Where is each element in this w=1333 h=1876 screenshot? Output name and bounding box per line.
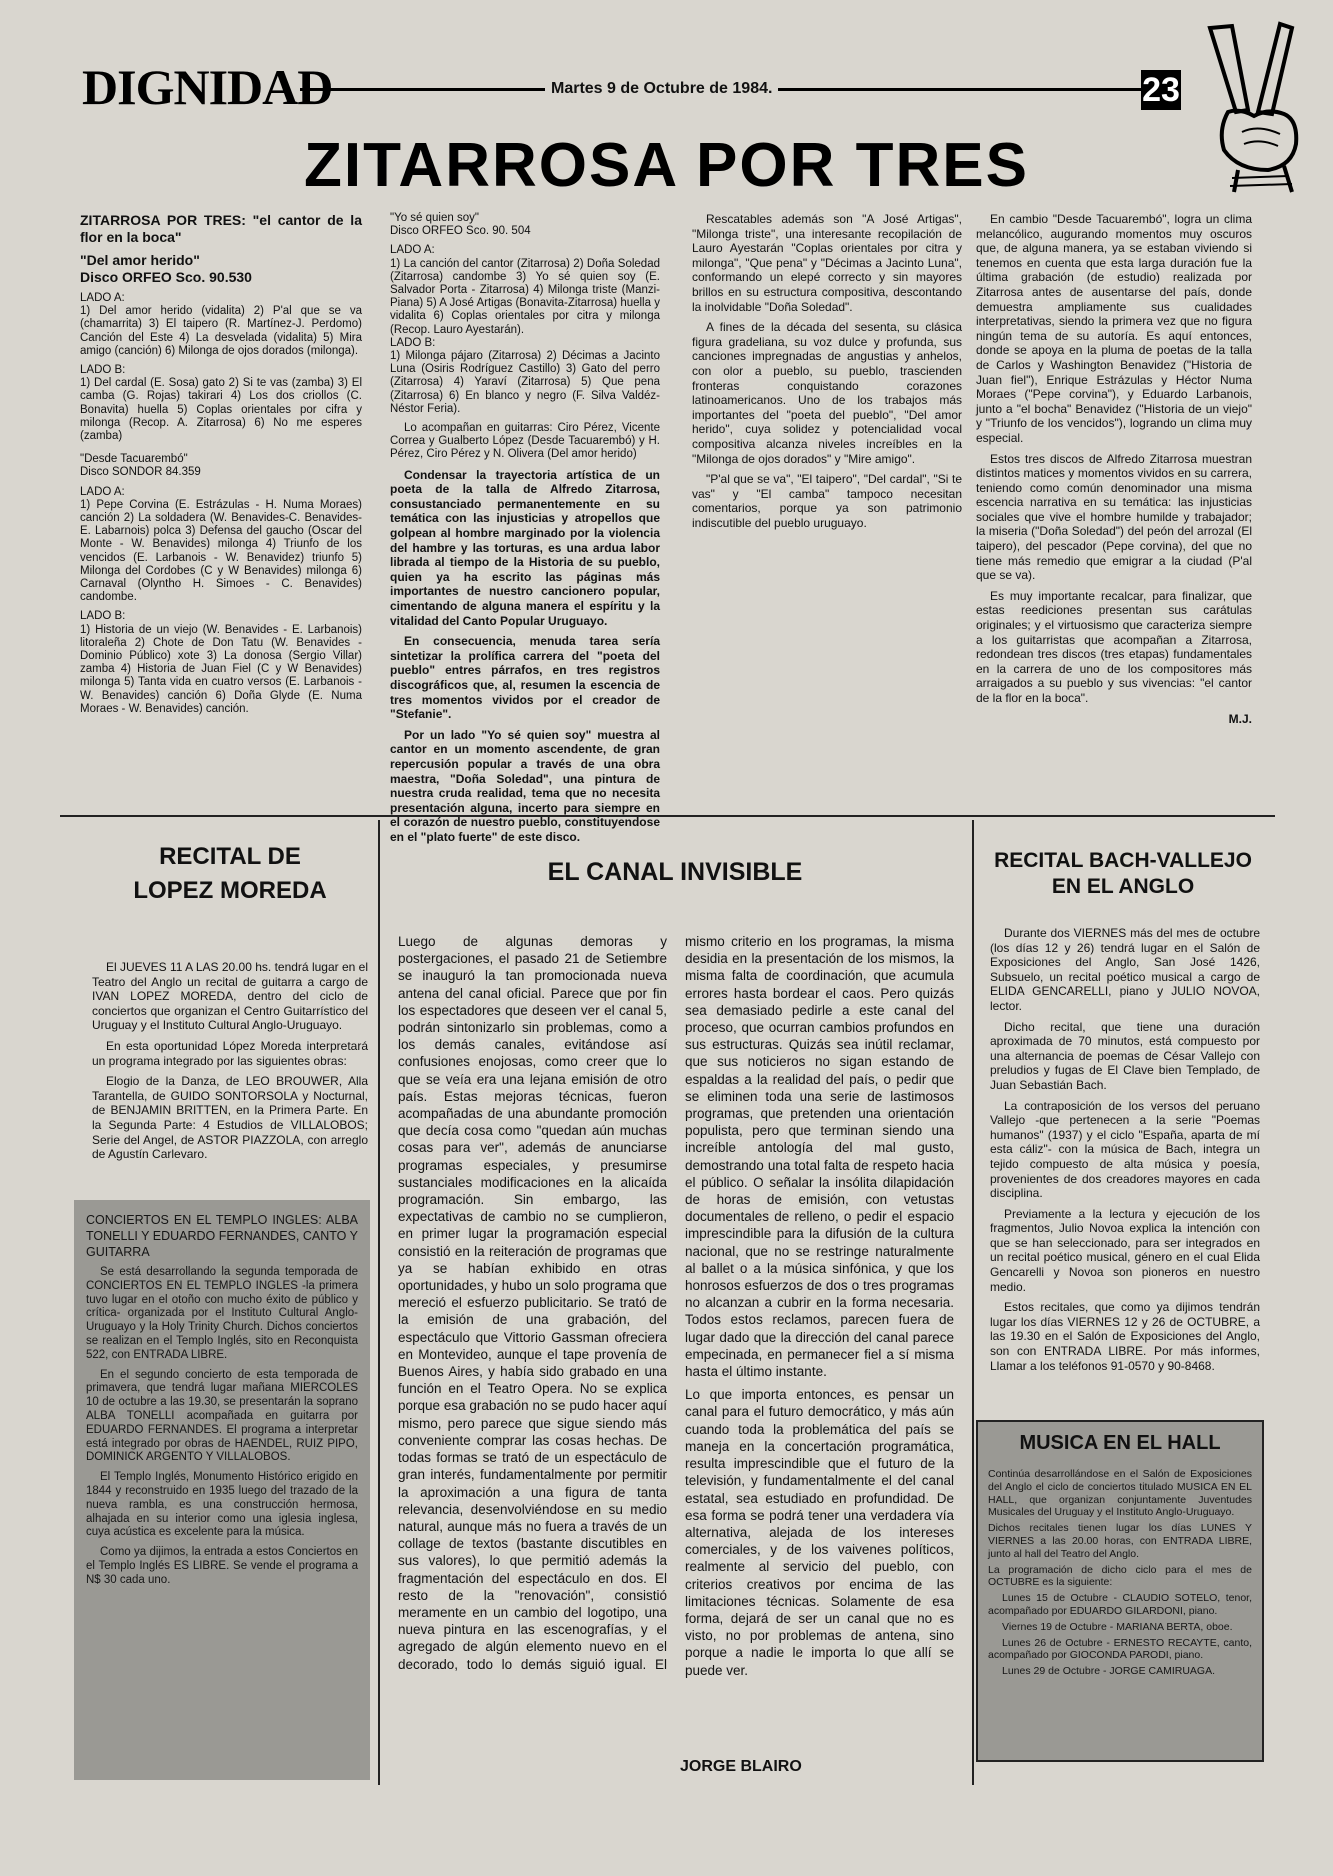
recital-lopez-paragraph-2: En esta oportunidad López Moreda interpretará un programa integrado por las siguientes obras: — [92, 1038, 368, 1068]
album3-side-b-tracks: 1) Milonga pájaro (Zitarrosa) 2) Décimas a Jacinto Luna (Osiris Rodríguez Castillo) 3) Gato del perro (Zitarrosa) 4) Yaraví (Zitarrosa) 5) Que pena (Zitarrosa) 6) En blanco y negro (F. Silva Valdéz-Néstor Feria). — [390, 350, 660, 415]
album2-side-b-tracks: 1) Historia de un viejo (W. Benavides - E. Larbanois) litoraleña 2) Chote de Don Tatu (W. Benavides - Dominio Público) xote 3) La donosa (Sergio Villar) zamba 4) Historia de Juan Fiel (C y W Benavides) milonga 5) Tanta vida en cuatro versos (E. Larbanois - W. Benavides) canción 6) Doña Glyde (E. Numa Moraes - W. Benavides) canción. — [80, 623, 362, 715]
section-divider — [60, 815, 1275, 817]
album1-side-a-label: LADO A: — [80, 292, 125, 304]
album2-side-a-label: LADO A: — [80, 485, 125, 498]
album3-side-b-label: LADO B: — [390, 336, 436, 349]
zitarrosa-paragraph-7: En cambio "Desde Tacuarembó", logra un clima melancólico, augurando momentos muy oscuros que, de alguna manera, ya se estaban viviendo si tenemos en cuenta que esta larga duración fue la última grabación (de estudio) realizada por Zitarrosa antes de ausentarse del país, donde demuestra ampliamente sus cualidades interpretativas, siendo la primera vez que no figura ningún tema de su autoría. Es aquí entonces, donde se apoya en la pluma de poetas de la talla de Carlos y Washington Benavidez ("Historia de Juan fiel"), Enrique Estrázulas y Héctor Numa Moraes ("Pepe corvina"), y Eduardo Larbanois, junto a "el bocha" Benavidez ("Historia de un viejo" y "Triunfo de los vencidos"), logrando un clima muy especial. — [976, 212, 1252, 445]
album2-label: Disco SONDOR 84.359 — [80, 466, 201, 479]
album1-label: Disco ORFEO Sco. 90.530 — [80, 269, 252, 285]
recital-bach-title — [978, 848, 1268, 900]
masthead-date: Martes 9 de Octubre de 1984. — [545, 80, 778, 98]
discography-column-1 — [80, 212, 362, 798]
album2-title: "Desde Tacuarembó" — [80, 453, 188, 466]
album3-side-a-label: LADO A: — [390, 244, 435, 257]
album3-label: Disco ORFEO Sco. 90. 504 — [390, 225, 531, 238]
canal-invisible-body — [398, 933, 954, 1753]
album3-side-a-tracks: 1) La canción del cantor (Zitarrosa) 2) Doña Soledad (Zitarrosa) candombe 3) Yo sé quien soy (E. Salvador Porta - Zitarrosa) 4) Milonga triste (Manzi-Piana) 5) A José Artigas (Bonavita-Zitarrosa) huella y vidalita 6) Coplas orientales por citra y milonga (Recop. Lauro Ayestarán). — [390, 257, 660, 336]
musica-hall-box — [976, 1420, 1264, 1762]
main-headline: ZITARROSA POR TRES — [304, 131, 1029, 200]
canal-invisible-byline: JORGE BLAIRO — [680, 1758, 802, 1775]
conciertos-templo-box — [74, 1200, 370, 1780]
conciertos-templo-paragraph-3: El Templo Inglés, Monumento Histórico erigido en 1844 y reconstruido en 1935 luego del trazado de la nueva rambla, es una construcción hermosa, alhajada en su interior como una iglesia inglesa, cuya acústica es excelente para la música. — [86, 1471, 358, 1539]
column-divider-right — [972, 820, 974, 1785]
zitarrosa-paragraph-6: "P'al que se va", "El taipero", "Del cardal", "Si te vas" y "El camba" tampoco necesitan comentarios, porque ya son patrimonio indiscutible del pueblo uruguayo. — [692, 472, 962, 530]
conciertos-templo-paragraph-1: Se está desarrollando la segunda temporada de CONCIERTOS EN EL TEMPLO INGLES -la primera tuvo lugar en el otoño con mucho éxito de público y crítica- organizada por el Instituto Cultural Anglo-Uruguayo y la Holy Trinity Church. Dichos conciertos se realizan en el Templo Inglés, sito en Reconquista 522, con ENTRADA LIBRE. — [86, 1266, 358, 1361]
recital-lopez-title-line2: LOPEZ MOREDA — [133, 877, 327, 904]
column-divider-left — [378, 820, 380, 1785]
zitarrosa-paragraph-2: En consecuencia, menuda tarea sería sintetizar la prolífica carrera del "poeta del pueblo" entres párrafos, en tres registros discográficos que, al, resumen la escencia de tres momentos vividos por el creador de "Stefanie". — [390, 634, 660, 722]
musica-hall-schedule-1: Lunes 15 de Octubre - CLAUDIO SOTELO, tenor, acompañado por EDUARDO GILARDONI, piano. — [988, 1592, 1252, 1617]
musica-hall-schedule-4: Lunes 29 de Octubre - JORGE CAMIRUAGA. — [1002, 1665, 1215, 1678]
zitarrosa-column-2 — [390, 212, 660, 844]
album2-side-a-tracks: 1) Pepe Corvina (E. Estrázulas - H. Numa Moraes) canción 2) La soldadera (W. Benavides-C. Benavides-E. Labarnois) polca 3) Defensa del gaucho (Oscar del Monte - W. Benavides) milonga 4) Triunfo de los vencidos (E. Larbanois - W. Benavidez) triunfo 5) Milonga del Cordobes (C y W Benavides) milonga 6) Carnaval (Olyntho H. Simoes - C. Benavides) candombe. — [80, 498, 362, 604]
recital-bach-body — [990, 926, 1260, 1426]
conciertos-templo-body — [86, 1212, 358, 1772]
recital-bach-paragraph-5: Estos recitales, que como ya dijimos tendrán lugar los días VIERNES 12 y 26 de OCTUBRE, a las 19.30 en el Salón de Exposiciones del Anglo, son con ENTRADA LIBRE. Por más informes, Llamar a los teléfonos 91-0570 y 90-8468. — [990, 1300, 1260, 1373]
zitarrosa-paragraph-1: Condensar la trayectoria artística de un poeta de la talla de Alfredo Zitarrosa, consustanciado permanentemente en su temática con las injusticias y atropellos que golpean al hombre marginado por la violencia del hambre y las torturas, es una ardua labor librada al tiempo de la Historia de su pueblo, quien ya ha escrito las páginas más importantes de nuestro cancionero popular, cimentando de alguna manera el espíritu y la vitalidad del Canto Popular Uruguayo. — [390, 467, 660, 628]
zitarrosa-column-4 — [976, 212, 1252, 798]
canal-invisible-title: EL CANAL INVISIBLE — [547, 858, 803, 886]
musica-hall-body — [988, 1468, 1252, 1754]
album1-side-b-tracks: 1) Del cardal (E. Sosa) gato 2) Si te vas (zamba) 3) El camba (G. Rojas) takirari 4) Los dos criollos (C. Bonavita) huella 5) Coplas orientales por cifra y milonga (Recop. A. Zitarrosa) 6) No me esperes (zamba) — [80, 377, 362, 443]
album3-musicians: Lo acompañan en guitarras: Ciro Pérez, Vicente Correa y Gualberto López (Desde Tacuarembó) y H. Pérez, Ciro Pérez y N. Olivera (Del amor herido) — [390, 422, 660, 461]
album2-side-b-label: LADO B: — [80, 610, 126, 623]
recital-lopez-title-line1: RECITAL DE — [159, 843, 301, 870]
recital-lopez-paragraph-1: El JUEVES 11 A LAS 20.00 hs. tendrá lugar en el Teatro del Anglo un recital de guitarra a cargo de IVAN LOPEZ MOREDA, dentro del ciclo de conciertos que organizan el Centro Guitarrístico del Uruguay y el Instituto Cultural Anglo-Uruguayo. — [92, 960, 368, 1033]
recital-lopez-paragraph-3: Elogio de la Danza, de LEO BROUWER, Alla Tarantella, de GUIDO SONTORSOLA y Nocturnal, de BENJAMIN BRITTEN, en la Primera Parte. En la Segunda Parte: 4 Estudios de VILLALOBOS; Serie del Angel, de ASTOR PIAZZOLA, con arreglo de Agustín Carlevaro. — [92, 1074, 368, 1162]
conciertos-templo-paragraph-4: Como ya dijimos, la entrada a estos Conciertos en el Templo Inglés ES LIBRE. Se vende el programa a N$ 30 cada uno. — [86, 1546, 358, 1586]
album1-title: "Del amor herido" — [80, 252, 200, 268]
musica-hall-paragraph-1: Continúa desarrollándose en el Salón de Exposiciones del Anglo el ciclo de conciertos titulado MUSICA EN EL HALL, que organizan conjuntamente Juventudes Musicales del Uruguay y el Instituto Anglo-Uruguayo. — [988, 1468, 1252, 1519]
recital-bach-title-line2: EN EL ANGLO — [1051, 875, 1195, 898]
masthead-name: DIGNIDAD — [82, 59, 333, 115]
zitarrosa-paragraph-8: Estos tres discos de Alfredo Zitarrosa muestran distintos matices y momentos vividos en su carrera, teniendo como común denominador una misma escencia narrativa en su temática: las injusticias sociales que vive el hombre humilde y trabajador; la miseria ("Doña Soledad") del peón del arrozal (El taipero), del pescador (Pepe corvina), del que no tiene más remedio que emigrar a la ciudad (P'al que se va). — [976, 451, 1252, 583]
musica-hall-paragraph-2: Dichos recitales tienen lugar los días LUNES Y VIERNES a las 20.00 horas, con ENTRADA LIBRE, junto al hall del Teatro del Anglo. — [988, 1522, 1252, 1560]
recital-bach-title-line1: RECITAL BACH-VALLEJO — [994, 849, 1252, 872]
page-number: 23 — [1142, 71, 1180, 109]
recital-bach-paragraph-3: La contraposición de los versos del peruano Vallejo -que pertenecen a la serie "Poemas humanos" (1937) y el ciclo "España, aparta de mí esta cáliz"- con la música de Bach, integra un tejido compuesto de alta música y poesía, provenientes de dos creadores mayores en cada disciplina. — [990, 1098, 1260, 1201]
musica-hall-paragraph-3: La programación de dicho ciclo para el mes de OCTUBRE es la siguiente: — [988, 1563, 1252, 1589]
recital-bach-paragraph-4: Previamente a la lectura y ejecución de los fragmentos, Julio Novoa explica la intención con que se han seleccionado, para ser integrados en un recital poético musical, género en el cual Elida Gencarelli y Novoa son pioneros en nuestro medio. — [990, 1206, 1260, 1294]
recital-bach-paragraph-1: Durante dos VIERNES más del mes de octubre (los días 12 y 26) tendrá lugar en el Salón de Exposiciones del Anglo, San José 1426, Subsuelo, un recital poético musical a cargo de ELIDA GENCARELLI, piano y JULIO NOVOA, lector. — [990, 926, 1260, 1013]
musica-hall-schedule-3: Lunes 26 de Octubre - ERNESTO RECAYTE, canto, acompañado por GIOCONDA PARODI, piano. — [988, 1636, 1252, 1662]
discography-heading: ZITARROSA POR TRES: "el cantor de la flor en la boca" — [80, 212, 362, 245]
zitarrosa-paragraph-5: A fines de la década del sesenta, su clásica figura gradeliana, su voz dulce y profunda, sus canciones impregnadas de angustias y anhelos, con olor a pueblo, su pueblo, trascienden fronteras conquistando corazones latinoamericanos. Uno de los trabajos más importantes del "poeta del pueblo", "Del amor herido", cuya solidez y potencialidad vocal compositiva alcanza niveles increíbles en la "Milonga de ojos dorados" y "Mire amigo". — [692, 320, 962, 466]
conciertos-templo-title: CONCIERTOS EN EL TEMPLO INGLES: ALBA TONELLI Y EDUARDO FERNANDES, CANTO Y GUITARRA — [86, 1213, 358, 1259]
zitarrosa-paragraph-3: Por un lado "Yo sé quien soy" muestra al cantor en un momento ascendente, de gran repercusión popular a través de una obra maestra, "Doña Soledad", una pintura de nuestra cruda realidad, tema que no necesita presentación alguna, incerto para siempre en el corazón de nuestro pueblo, constituyendose en el "plato fuerte" de este disco. — [390, 727, 660, 844]
musica-hall-schedule-2: Viernes 19 de Octubre - MARIANA BERTA, oboe. — [1002, 1620, 1233, 1633]
recital-lopez-body — [92, 960, 368, 1185]
zitarrosa-initials: M.J. — [1228, 711, 1252, 726]
zitarrosa-column-3 — [692, 212, 962, 798]
musica-hall-title: MUSICA EN EL HALL — [1019, 1432, 1221, 1454]
recital-lopez-title — [90, 840, 370, 908]
conciertos-templo-paragraph-2: En el segundo concierto de esta temporada de primavera, que tendrá lugar mañana MIERCOLES 10 de octubre a las 19.30, se presentarán la soprano ALBA TONELLI acompañada en guitarra por EDUARDO FERNANDES. El programa a interpretar está integrado por obras de HAENDEL, RUIZ PIPO, DOMINICK ARGENTO Y VILLALOBOS. — [86, 1368, 358, 1464]
zitarrosa-paragraph-4: Rescatables además son "A José Artigas", "Milonga triste", una interesante recopilación de Lauro Ayestarán "Coplas orientales por citra y milonga", "Que pena" y "Décimas a Jacinto Luna", conformando un elepé correcto y sin mayores brillos en su estructura compositiva, descontando la inolvidable "Doña Soledad". — [692, 212, 962, 314]
album1-side-a-tracks: 1) Del amor herido (vidalita) 2) P'al que se va (chamarrita) 3) El taipero (R. Martínez-J. Perdomo) Canción del Este 4) La desvelada (vidalita) 5) Mira amigo (canción) 6) Milonga de ojos dorados (milonga). — [80, 305, 362, 357]
album3-title: "Yo sé quien soy" — [390, 212, 479, 224]
recital-bach-paragraph-2: Dicho recital, que tiene una duración aproximada de 70 minutos, está compuesto por una alternancia de poemas de César Vallejo con preludios y fugas de El Clave bien Templado, de Juan Sebastián Bach. — [990, 1019, 1260, 1092]
canal-invisible-paragraph-2: Lo que importa entonces, es pensar un canal para el futuro democrático, y más aún cuando toda la problemática del país se maneja en la concertación programática, resulta imprescindible que el futuro de la televisión, y fundamentalmente el del canal estatal, sea estudiado en profundidad. De esa forma se podrá tener una verdadera vía alternativa, alejada de los intereses comerciales, y de los vaivenes políticos, realmente al servicio del pueblo, con criterios creativos por encima de las limitaciones técnicas. Solamente de esa forma, dejará de ser un canal que no es visto, no por problemas de antena, sino porque a nadie le importa lo que allí se puede ver. — [685, 1387, 954, 1678]
zitarrosa-paragraph-9: Es muy importante recalcar, para finalizar, que estas reediciones presentan sus carátulas originales; y el virtuosismo que caracteriza siempre a los guitarristas que acompañan a Zitarrosa, redondean tres discos (tres etapas) fundamentales en la carrera de uno de los compositores más arraigados a su pueblo y sus vivencias: "el cantor de la flor en la boca". — [976, 588, 1252, 705]
canal-invisible-paragraph-1: Luego de algunas demoras y postergaciones, el pasado 21 de Setiembre se inauguró la tan promocionada nueva antena del canal oficial. Parece que por fin los espectadores que deseen ver el canal 5, podrán sintonizarlo sin problemas, como a los demás canales, evitándose así confusiones enojosas, como creer que lo que se veía era una lejana emisión de otro país. Estas mejoras técnicas, fueron acompañadas de una abundante promoción que decía cosa como "quedan aún muchas cosas para ver", además de anunciarse programas especiales, y presumirse sustanciales modificaciones en la alicaída programación. Sin embargo, las expectativas de cambio no se cumplieron, en primer lugar la programación especial consistió en la reiteración de programas que ya se habían exhibido en otras oportunidades, y hubo un solo programa que mereció el esfuerzo publicitario. Se trató de la emisión de una grabación, del espectáculo que Vittorio Gassman ofreciera en Montevideo, aunque el tape provenía de Buenos Aires, y había sido grabado en una función en el Teatro Opera. No se explica porque esa grabación no se pudo hacer aquí mismo, pero parece que sigue siendo más conveniente comprar las cosas hechas. De todas formas se trató de un espectáculo de gran interés, fundamentalmente por permitir la aproximación a una figura de tanta relevancia, desenvolviéndose en su medio natural, aunque más no fuera a través de un collage de textos (bastante discutibles en sus valores), lo que permitió además la fragmentación del espectáculo en dos. El resto de la "renovación", consistió meramente en un cambio del logotipo, una nueva pintura en las escenografías, y el agregado de algún elemento nuevo en el decorado, todo lo demás siguió igual. El mismo criterio en los programas, la misma desidia en la presentación de los mismos, la misma falta de coordinación, que acumula errores hasta bordear el caos. Pero quizás sea demasiado pedirle a este canal del proceso, que ocurran cambios profundos en sus estructuras. Quizás sea inútil reclamar, que sus noticieros no sigan estando de espaldas a la realidad del país, o pedir que se eliminen toda una serie de lastimosos programas, que pretenden una orientación populista, pero que terminan siendo una increíble antología del mal gusto, demostrando una total falta de respeto hacia el público. O señalar la insólita dilapidación de horas de emisión, con vetustas documentales de relleno, o pedir el espacio imprescindible para la difusión de la cultura nacional, que no se restringe naturalmente al ballet o a la música sinfónica, y que los honrosos esfuerzos de dos o tres programas no alcanzan a cubrir en la forma necesaria. Todos estos reclamos, parecen fuera de lugar dado que la dirección del canal parece empecinada, en permanecer fiel a sí misma hasta el último instante. — [398, 934, 954, 1672]
album1-side-b-label: LADO B: — [80, 364, 126, 377]
